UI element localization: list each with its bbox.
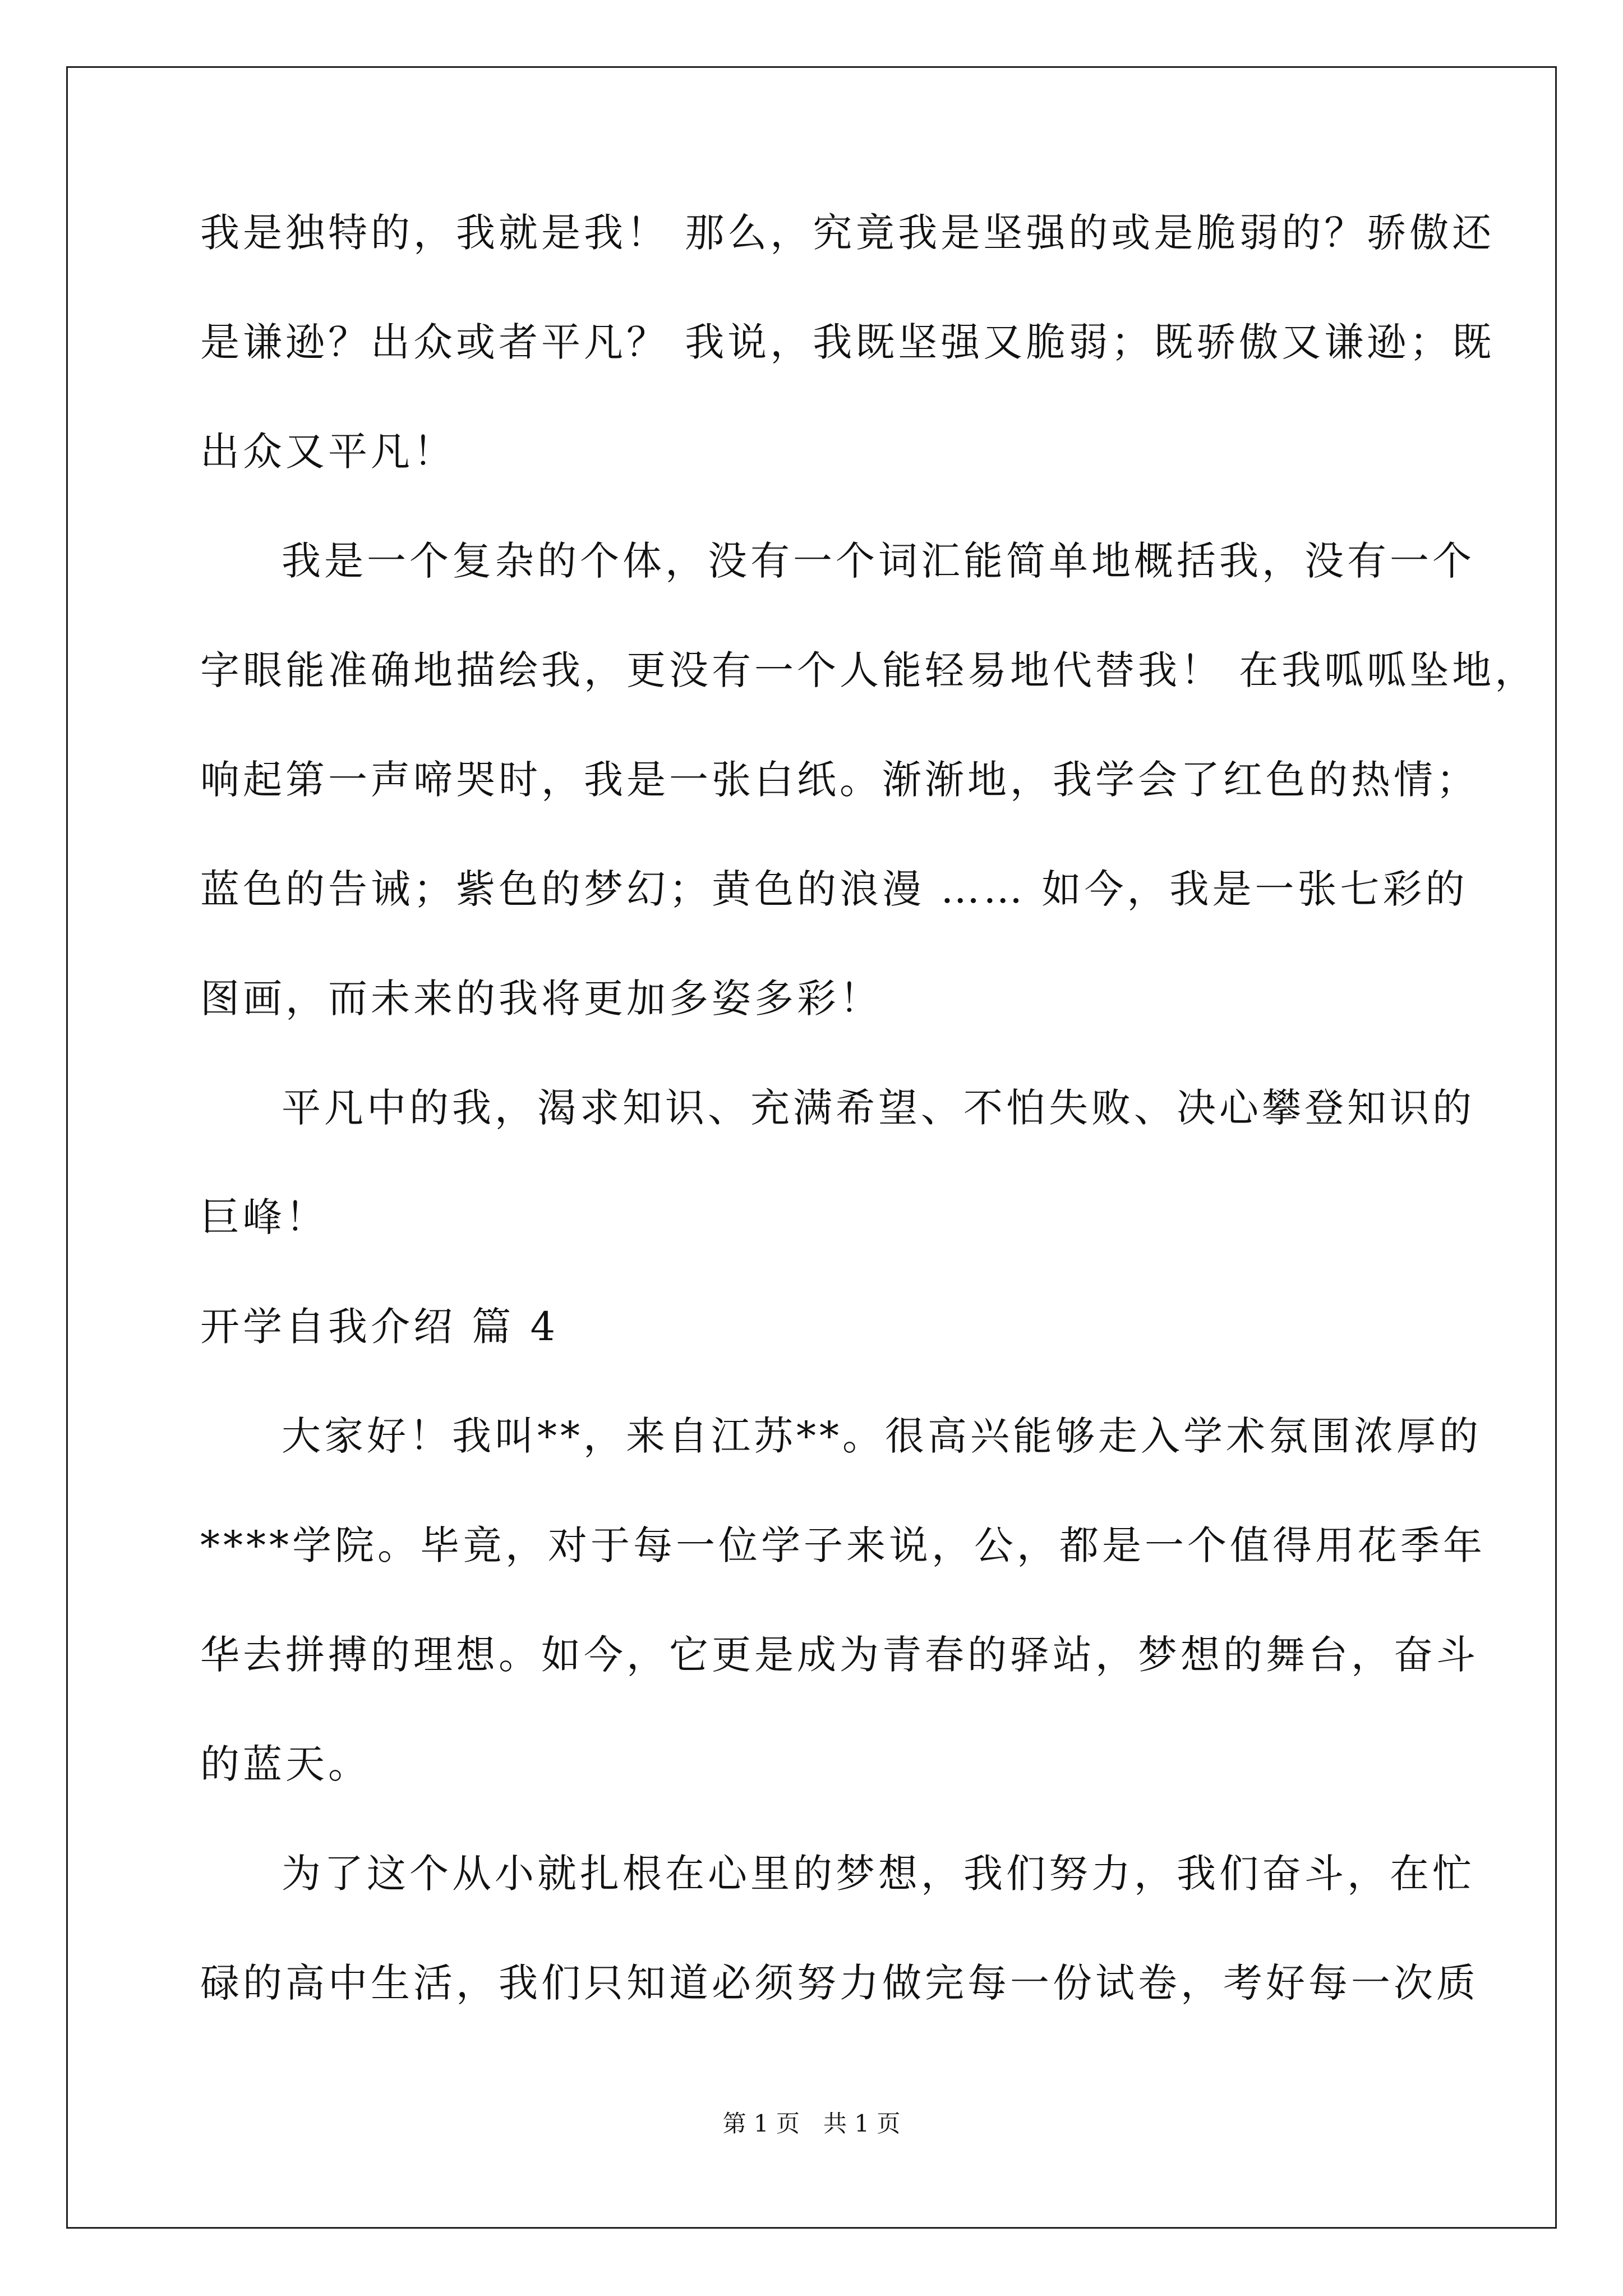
- text-line: 是谦逊？出众或者平凡？ 我说，我既坚强又脆弱；既骄傲又谦逊；既: [200, 319, 1495, 365]
- text-line: ****学院。毕竟，对于每一位学子来说，公，都是一个值得用花季年: [200, 1522, 1486, 1568]
- text-line: 碌的高中生活，我们只知道必须努力做完每一份试卷，考好每一次质: [200, 1960, 1479, 2006]
- text-line: 出众又平凡！: [200, 429, 456, 475]
- text-line: 我是独特的，我就是我！ 那么，究竟我是坚强的或是脆弱的？骄傲还: [200, 210, 1495, 256]
- text-line: 字眼能准确地描绘我，更没有一个人能轻易地代替我！ 在我呱呱坠地，: [200, 647, 1538, 693]
- page-frame: [66, 66, 1557, 2229]
- text-line: 巨峰！: [200, 1194, 328, 1240]
- text-line: 大家好！我叫**，来自江苏**。很高兴能够走入学术氛围浓厚的: [282, 1413, 1482, 1459]
- section-heading: 开学自我介绍 篇 4: [200, 1304, 559, 1350]
- page-footer: 第 1 页 共 1 页: [722, 2110, 901, 2137]
- text-line: 平凡中的我，渴求知识、充满希望、不怕失败、决心攀登知识的: [282, 1085, 1475, 1131]
- text-line: 蓝色的告诫；紫色的梦幻；黄色的浪漫 …… 如今，我是一张七彩的: [200, 866, 1468, 912]
- text-line: 图画，而未来的我将更加多姿多彩！: [200, 976, 882, 1022]
- text-line: 为了这个从小就扎根在心里的梦想，我们努力，我们奋斗，在忙: [282, 1851, 1475, 1897]
- text-line: 响起第一声啼哭时，我是一张白纸。渐渐地，我学会了红色的热情；: [200, 757, 1479, 803]
- text-line: 我是一个复杂的个体，没有一个词汇能简单地概括我，没有一个: [282, 538, 1475, 584]
- text-line: 华去拼搏的理想。如今，它更是成为青春的驿站，梦想的舞台，奋斗: [200, 1632, 1479, 1678]
- text-line: 的蓝天。: [200, 1741, 371, 1787]
